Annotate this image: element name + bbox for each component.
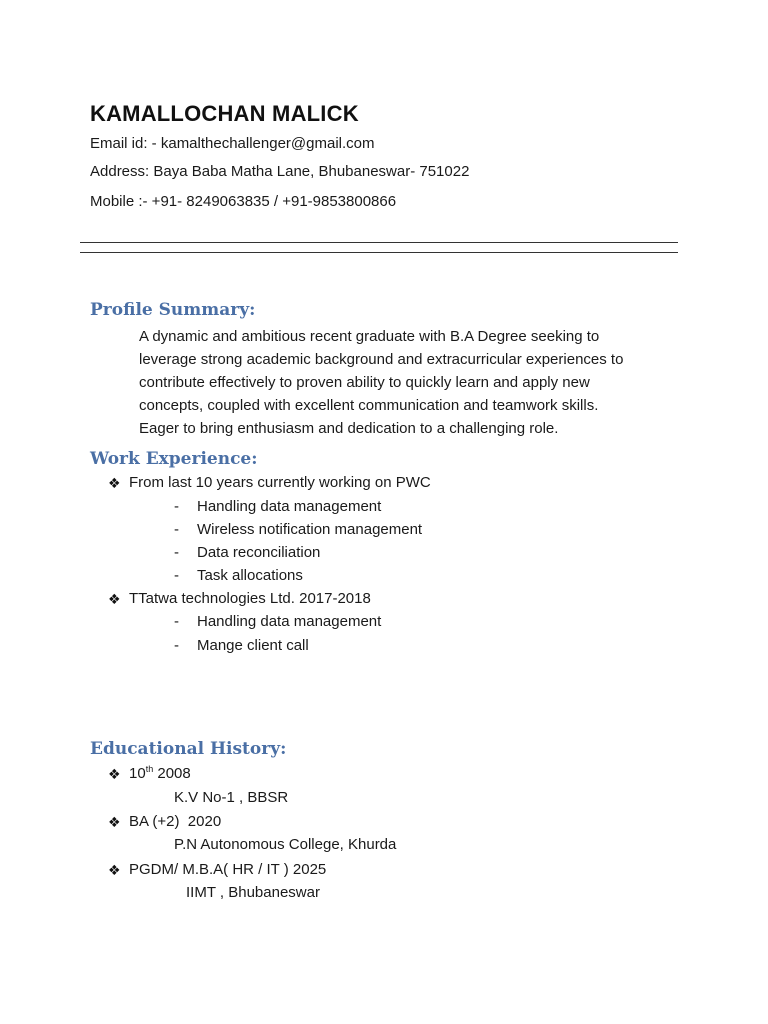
job-duty: Mange client call: [197, 637, 309, 654]
job-duty: Handling data management: [197, 613, 382, 630]
summary-line: A dynamic and ambitious recent graduate with B.A Degree seeking to: [139, 328, 600, 345]
diamond-bullet-icon: ❖: [108, 591, 121, 607]
job-duty: Task allocations: [197, 567, 303, 584]
divider-bottom: [80, 252, 678, 253]
education-level-main: BA (+2): [129, 813, 180, 830]
dash-icon: -: [174, 567, 179, 584]
summary-line: leverage strong academic background and extracurricular experiences to: [139, 351, 624, 368]
summary-line: Eager to bring enthusiasm and dedication to a challenging role.: [139, 420, 559, 437]
dash-icon: -: [174, 613, 179, 630]
diamond-bullet-icon: ❖: [108, 862, 121, 878]
work-experience-heading: Work Experience:: [90, 449, 258, 469]
job-title: TTatwa technologies Ltd. 2017-2018: [129, 590, 371, 607]
education-level: [129, 765, 191, 782]
profile-summary-heading: Profile Summary:: [90, 300, 256, 320]
education-institution: P.N Autonomous College, Khurda: [174, 836, 397, 853]
education-year: 2020: [179, 813, 222, 830]
mobile-line: Mobile :- +91- 8249063835 / +91-9853800866: [90, 193, 397, 210]
education-year: 2025: [288, 861, 327, 878]
education-level: [129, 861, 326, 878]
candidate-name: KAMALLOCHAN MALICK: [90, 101, 359, 126]
diamond-bullet-icon: ❖: [108, 766, 121, 782]
job-duty: Handling data management: [197, 498, 382, 515]
job-duty: Wireless notification management: [197, 521, 423, 538]
job-duty: Data reconciliation: [197, 544, 321, 561]
job-title: From last 10 years currently working on PWC: [129, 474, 431, 491]
summary-line: concepts, coupled with excellent communication and teamwork skills.: [139, 397, 599, 414]
dash-icon: -: [174, 637, 179, 654]
email-line: Email id: - kamalthechallenger@gmail.com: [90, 135, 375, 152]
education-heading: Educational History:: [90, 739, 287, 759]
education-level-main: PGDM/ M.B.A( HR / IT ): [129, 861, 289, 878]
education-year: 2008: [153, 765, 191, 782]
education-institution: IIMT , Bhubaneswar: [186, 884, 320, 901]
education-level-superscript: th: [145, 764, 154, 774]
diamond-bullet-icon: ❖: [108, 814, 121, 830]
education-level: [129, 813, 221, 830]
diamond-bullet-icon: ❖: [108, 475, 121, 491]
profile-summary-text: [139, 325, 669, 440]
address-line: Address: Baya Baba Matha Lane, Bhubaneswar- 751022: [90, 163, 470, 180]
dash-icon: -: [174, 498, 179, 515]
divider-top: [80, 242, 678, 243]
dash-icon: -: [174, 521, 179, 538]
education-level-main: 10: [129, 765, 146, 782]
education-institution: K.V No-1 , BBSR: [174, 789, 289, 806]
dash-icon: -: [174, 544, 179, 561]
summary-line: contribute effectively to proven ability to quickly learn and apply new: [139, 374, 590, 391]
